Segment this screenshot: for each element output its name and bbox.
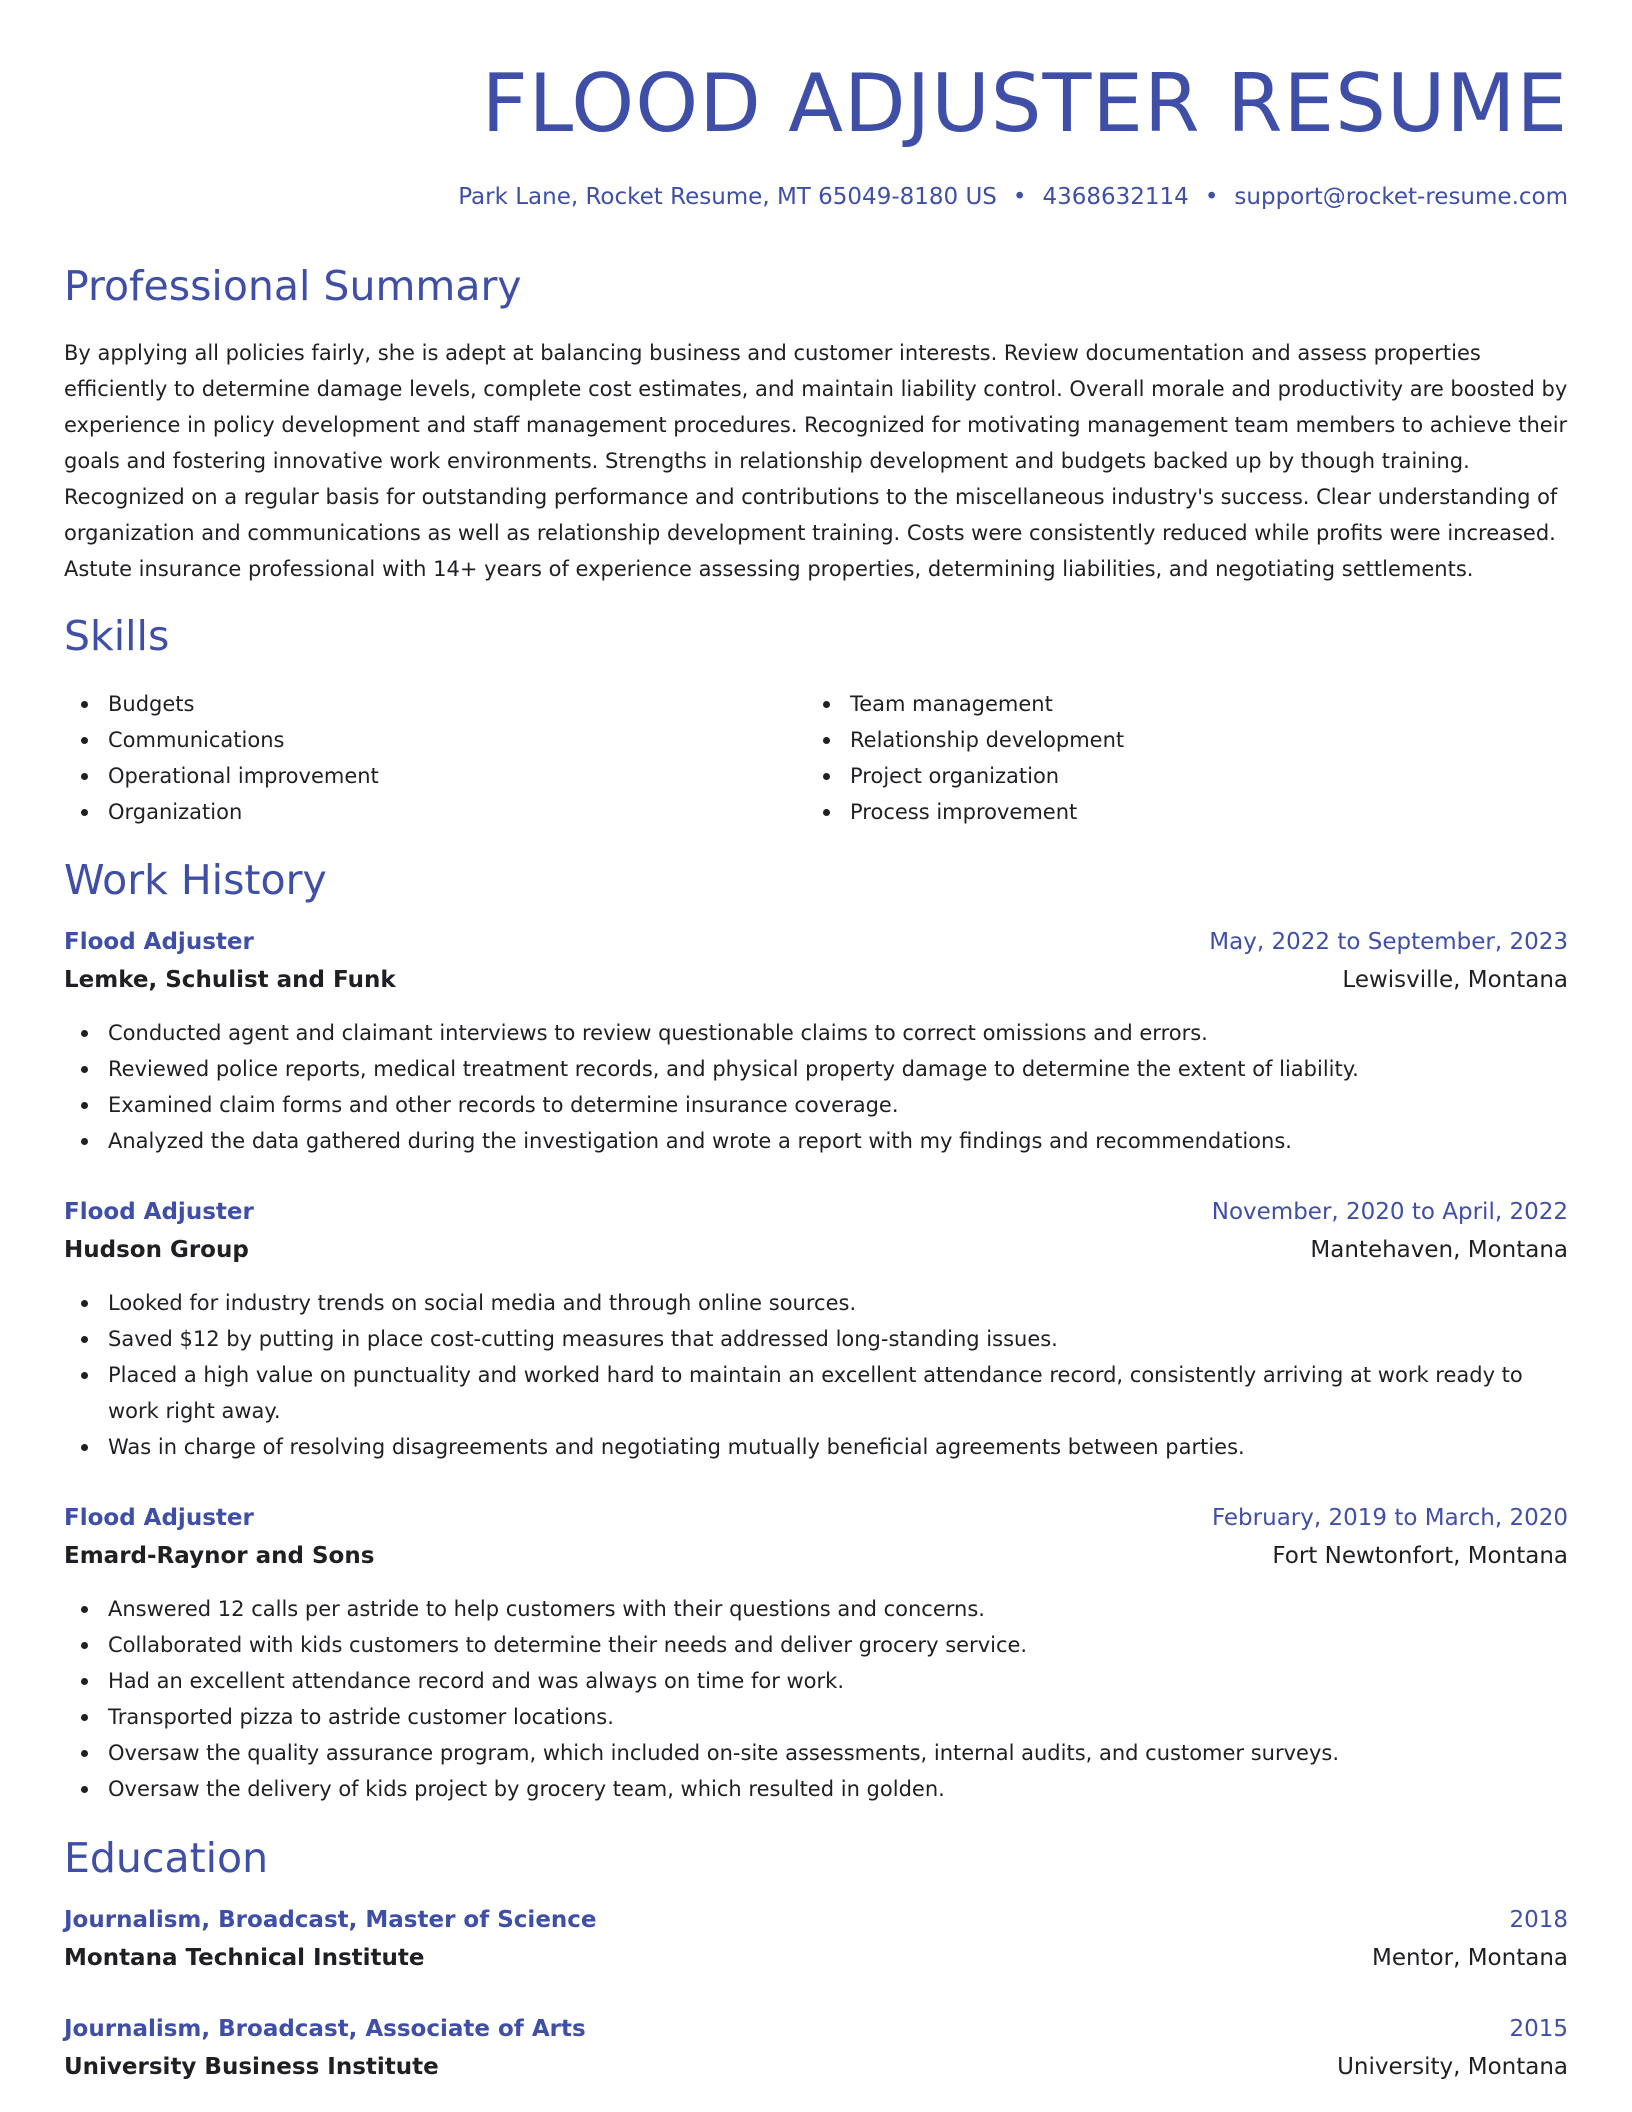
job-location: Mantehaven, Montana <box>1310 1237 1568 1263</box>
job-header <box>64 1499 1568 1575</box>
skills-column-left <box>64 686 806 830</box>
skill-item: Relationship development <box>806 722 1548 758</box>
work-history-heading: Work History <box>64 856 327 904</box>
job-bullets <box>64 1591 1568 1807</box>
job-bullet: Transported pizza to astride customer locations. <box>64 1699 1568 1735</box>
job-bullets <box>64 1015 1568 1159</box>
skill-item: Process improvement <box>806 794 1548 830</box>
job-bullet: Was in charge of resolving disagreements and negotiating mutually beneficial agreements between parties. <box>64 1429 1568 1465</box>
job-bullet: Examined claim forms and other records to determine insurance coverage. <box>64 1087 1568 1123</box>
job-location: Lewisville, Montana <box>1342 967 1568 993</box>
skill-item: Team management <box>806 686 1548 722</box>
contact-address: Park Lane, Rocket Resume, MT 65049-8180 US <box>458 184 997 210</box>
contact-email: support@rocket-resume.com <box>1234 184 1568 210</box>
job-bullet: Collaborated with kids customers to determine their needs and deliver grocery service. <box>64 1627 1568 1663</box>
education-location: University, Montana <box>1337 2054 1568 2080</box>
job-role: Flood Adjuster <box>64 929 254 955</box>
job-role: Flood Adjuster <box>64 1199 254 1225</box>
job-bullet: Answered 12 calls per astride to help customers with their questions and concerns. <box>64 1591 1568 1627</box>
education-degree: Journalism, Broadcast, Associate of Arts <box>64 2016 586 2042</box>
education-school: University Business Institute <box>64 2054 439 2080</box>
education-location: Mentor, Montana <box>1371 1945 1568 1971</box>
skill-item: Project organization <box>806 758 1548 794</box>
job-location: Fort Newtonfort, Montana <box>1272 1543 1568 1569</box>
education-year: 2018 <box>1509 1907 1568 1933</box>
skill-item: Budgets <box>64 686 806 722</box>
contact-separator: • <box>1204 184 1219 210</box>
job-dates: November, 2020 to April, 2022 <box>1211 1199 1568 1225</box>
job-bullet: Oversaw the delivery of kids project by grocery team, which resulted in golden. <box>64 1771 1568 1807</box>
job-bullet: Saved $12 by putting in place cost-cutting measures that addressed long-standing issues. <box>64 1321 1568 1357</box>
education-entry <box>64 1901 1568 1977</box>
education-degree: Journalism, Broadcast, Master of Science <box>64 1907 597 1933</box>
job-header <box>64 1193 1568 1269</box>
job-bullets <box>64 1285 1568 1465</box>
education-entry <box>64 2010 1568 2086</box>
skills-list <box>64 686 1568 830</box>
job-dates: February, 2019 to March, 2020 <box>1211 1505 1568 1531</box>
job-bullet: Looked for industry trends on social media and through online sources. <box>64 1285 1568 1321</box>
education-school: Montana Technical Institute <box>64 1945 425 1971</box>
skill-item: Communications <box>64 722 806 758</box>
education-year: 2015 <box>1509 2016 1568 2042</box>
skills-heading: Skills <box>64 612 170 660</box>
job-bullet: Conducted agent and claimant interviews to review questionable claims to correct omissions and errors. <box>64 1015 1568 1051</box>
job-header <box>64 923 1568 999</box>
summary-text: By applying all policies fairly, she is adept at balancing business and customer interests. Review documentation and assess properties efficiently to determine damage levels, complete cost estimates, and maintain liability control. Overall morale and productivity are boosted by experience in policy development and staff management procedures. Recognized for motivating management team members to achieve their goals and fostering innovative work environments. Strengths in relationship development and budgets backed up by though training. Recognized on a regular basis for outstanding performance and contributions to the miscellaneous industry's success. Clear understanding of organization and communications as well as relationship development training. Costs were consistently reduced while profits were increased. Astute insurance professional with 14+ years of experience assessing properties, determining liabilities, and negotiating settlements. <box>64 341 1568 581</box>
job-bullet: Reviewed police reports, medical treatment records, and physical property damage to determine the extent of liability. <box>64 1051 1568 1087</box>
contact-phone: 4368632114 <box>1042 184 1189 210</box>
resume-title: FLOOD ADJUSTER RESUME <box>481 57 1568 150</box>
skill-item: Organization <box>64 794 806 830</box>
job-company: Emard-Raynor and Sons <box>64 1543 375 1569</box>
job-company: Lemke, Schulist and Funk <box>64 967 396 993</box>
job-bullet: Oversaw the quality assurance program, which included on-site assessments, internal audits, and customer surveys. <box>64 1735 1568 1771</box>
job-bullet: Analyzed the data gathered during the investigation and wrote a report with my findings and recommendations. <box>64 1123 1568 1159</box>
skills-column-right <box>806 686 1548 830</box>
job-bullet: Had an excellent attendance record and was always on time for work. <box>64 1663 1568 1699</box>
skill-item: Operational improvement <box>64 758 806 794</box>
job-dates: May, 2022 to September, 2023 <box>1209 929 1568 955</box>
job-company: Hudson Group <box>64 1237 249 1263</box>
contact-separator: • <box>1012 184 1027 210</box>
job-role: Flood Adjuster <box>64 1505 254 1531</box>
education-heading: Education <box>64 1834 269 1882</box>
summary-heading: Professional Summary <box>64 262 522 310</box>
contact-line <box>458 180 1568 214</box>
job-bullet: Placed a high value on punctuality and worked hard to maintain an excellent attendance record, consistently arriving at work ready to work right away. <box>64 1357 1568 1429</box>
